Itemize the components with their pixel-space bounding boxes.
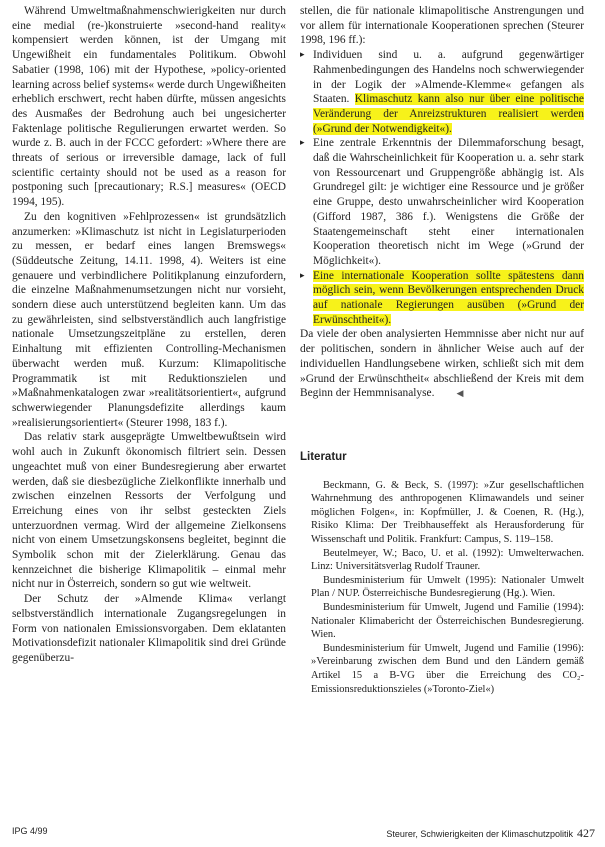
paragraph-environmental-awareness: Das relativ stark ausgeprägte Umweltbewußtsein wird wohl auch in Zukunft ökonomisch filtriert sein. Dessen ungeachtet muß von einer Bundesregierung aber erwartet werden, daß sie diesbezügliche Zielkonflikte innerhalb und zwischen einzelnen Ressorts der Verfolgung und Erreichung eines von ihr selbst gesteckten Ziels unterzuordnen vermag. Wird der allgemeine Zielkonsens nicht von einem Umsetzungskonsens begleitet, beginnt die Symbolik schon mit der Zielerklärung. Genau das kennzeichnet die bisherige Klimapolitik – einmal mehr nicht nur in Österreich, sondern so gut wie weltweit.: [12, 431, 286, 591]
reference-item: Beckmann, G. & Beck, S. (1997): »Zur gesellschaftlichen Wahrnehmung des anthropogenen Klimawandels und seiner möglichen Folgen«, in: Kopfmüller, J. & Coenen, R. (Hg.), Risiko Klima: Der Treibhauseffekt als Herausforderung für Wissenschaft und Politik. Frankfurt: Campus, S. 119–158.: [311, 479, 584, 546]
bullet-arrow-icon: ▸: [300, 50, 305, 61]
literature-heading: Literatur: [300, 450, 347, 463]
paragraph-cognitive-processes: Zu den kognitiven »Fehlprozessen« ist grundsätzlich anzumerken: »Klimaschutz ist nicht in Legislaturperioden zu messen, er bedarf eines langen Bremswegs« (Süddeutsche Zeitung, 14.11. 1998, 4). Weiters ist eine genauere und verbindlichere Politikplanung einzufordern, die einzelne Maßnahmenumsetzungen nicht nur vorsieht, sondern diese auch unterstützend begleiten kann. Um das zu gewährleisten, sind selbstverständlich auch langfristige nationale Umsetzungszeitpläne zu erstellen, deren Einhaltung mit effizienten Controlling-Mechanismen überwacht werden muß. Kurzum: Klimapolitische Programmatik ist mit Reduktionszielen und »Maßnahmenkatalogen zwar »realitätsorientiert«, aufgrund schwerwiegender Planungsdefizite allerdings kaum »realisierungsorientiert« (Steurer 1998, 183 f.).: [12, 210, 286, 429]
reference-list: [300, 479, 584, 697]
reason-item-necessity: [300, 48, 584, 136]
bullet-arrow-icon: ▸: [300, 270, 305, 281]
highlighted-text-necessity: Klimaschutz kann also nur über eine politische Veränderung der Anreizstrukturen realisiert werden (»Grund der Notwendigkeit«).: [313, 93, 584, 135]
paragraph-uncertainty: Während Umweltmaßnahmenschwierigkeiten nur durch eine medial (re-)konstruierte »second-hand reality« kompensiert werden können, ist der Umgang mit Ungewißheit ein fundamentales Politikum. Obwohl Sabatier (1998, 106) mit der Hypothese, »policy-oriented learning across belief systems« werde durch Ungewißheiten erheblich erschwert, recht haben dürfte, müssen angesichts des Ausmaßes der Bedrohung auch bei ungesicherter Faktenlage politische Regulierungen erwartet werden. So wurde z. B. auch in der FCCC gefordert: »Where there are threats of serious or irreversible damage, lack of full scientific certainty should not be used as a reason for postponing such [precautionary; R.S.] measures« (OECD 1994, 195).: [12, 5, 286, 209]
reference-item: Bundesministerium für Umwelt, Jugend und Familie (1996): »Vereinbarung zwischen dem Bund und den Ländern gemäß Artikel 15 a B-VG über die Erreichung des CO₂-Emissionsreduktionszieles (»Toronto-Ziel«): [311, 642, 584, 695]
reason-text-possibility: Eine zentrale Erkenntnis der Dilemmaforschung besagt, daß die Wahrscheinlichkeit für Kooperation u. a. sehr stark von Ressourcenart und Gruppengröße abhängig ist. Als Grundregel gilt: je wichtiger eine Ressource und je größer eine Gruppe, desto unwahrscheinlicher wird Kooperation (Gifford 1987, 386 f.). Wenigstens die Größe der Staatengemeinschaft steht einer internationalen Kooperation theoretisch nicht im Wege (»Grund der Möglichkeit«).: [313, 137, 584, 267]
reason-text-plain: Individuen sind u. a. aufgrund gegenwärtiger Rahmenbedingungen des Handelns noch schwerwiegender in der Logik der »Almende-Klemme« gefangen als Staaten.: [313, 49, 584, 106]
closing-text: Da viele der oben analysierten Hemmnisse aber nicht nur auf der politischen, sondern in ähnlicher Weise auch auf der individuellen Handlungsebene wirken, schließt sich mit dem »Grund der Erwünschtheit« abschließend der Kreis mit dem Beginn der Hemmnisanalyse.: [300, 328, 584, 400]
paragraph-closing: [300, 327, 584, 402]
end-of-article-icon: ◀: [456, 389, 464, 400]
reason-item-desirability: [300, 269, 584, 328]
reference-item: Bundesministerium für Umwelt, Jugend und Familie (1994): Nationaler Klimabericht der Österreichischen Bundesregierung. Wien.: [311, 602, 584, 641]
footer-journal-issue: IPG 4/99: [12, 826, 48, 836]
highlighted-text-desirability: Eine internationale Kooperation sollte spätestens dann möglich sein, wenn Bevölkerungen entsprechenden Druck auf nationale Regierungen ausüben (»Grund der Erwünschtheit«).: [313, 269, 584, 326]
reasons-list: [300, 48, 584, 327]
right-column: [300, 4, 584, 696]
reason-item-possibility: [300, 136, 584, 268]
left-column: [12, 4, 286, 666]
reference-item: Bundesministerium für Umwelt (1995): Nationaler Umwelt Plan / NUP. Österreichische Bundesregierung (Hg.). Wien.: [311, 574, 584, 600]
paragraph-reasons-intro: stellen, die für nationale klimapolitische Anstrengungen und vor allem für internationale Kooperationen sprechen (Steurer 1998, 196 ff.):: [300, 5, 584, 47]
footer-running-title: [386, 826, 595, 841]
footer-author-title: Steurer, Schwierigkeiten der Klimaschutzpolitik: [386, 829, 573, 839]
bullet-arrow-icon: ▸: [300, 138, 305, 149]
page-number: 427: [577, 826, 595, 840]
paragraph-almende-klima: Der Schutz der »Almende Klima« verlangt selbstverständlich internationale Zugangsregelungen in Form von nationalen Emissionsvorgaben. Dem eklatanten Motivationsdefizit nationaler Klimapolitik sind drei Gründe gegenüberzu-: [12, 593, 286, 664]
reference-item: Beutelmeyer, W.; Baco, U. et al. (1992): Umwelterwachen. Linz: Universitätsverlag Rudolf Trauner.: [311, 547, 584, 573]
